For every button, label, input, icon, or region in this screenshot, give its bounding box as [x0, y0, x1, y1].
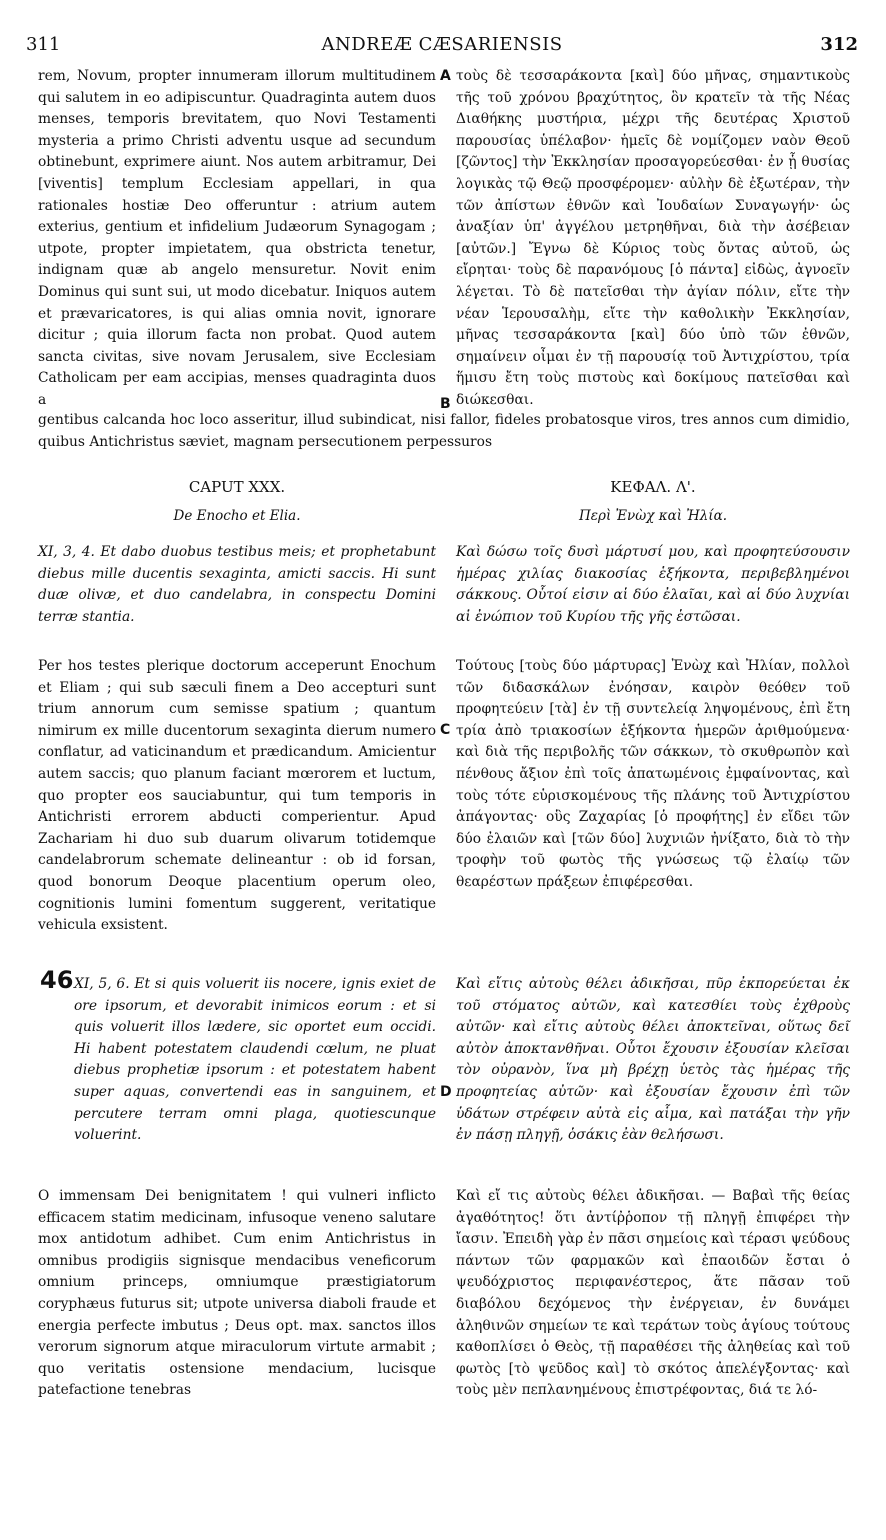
latin-verse-xi-3-4: XI, 3, 4. Et dabo duobus testibus meis; et prophetabunt diebus mille ducentis sexaginta, amicti saccis. Hi sunt duæ olivæ, et duo candelabra, in conspectu Domini terræ stantia.	[38, 544, 436, 625]
greek-chapter-subtitle: Περὶ Ἐνὼχ καὶ Ἠλία.	[578, 508, 728, 524]
margin-marker-a: A	[440, 68, 451, 84]
greek-verse-xi-3-4: Καὶ δώσω τοῖς δυσὶ μάρτυσί μου, καὶ προφητεύσουσιν ἡμέρας χιλίας διακοσίας ἑξήκοντα, περιβεβλημένοι σάκκους. Οὗτοί εἰσιν αἱ δύο ἐλαῖαι, καὶ αἱ δύο λυχνίαι αἱ ἐνώπιον τοῦ Κυρίου τῆς γῆς ἑστῶσαι.	[456, 544, 850, 625]
page-header	[26, 34, 858, 62]
page-number-left: 311	[26, 34, 61, 55]
full-width-continuation: gentibus calcanda hoc loco asseritur, illud subindicat, nisi fallor, fideles probatosque viros, tres annos cum dimidio, quibus Antichristus sæviet, magnam persecutionem perpessuros	[38, 412, 850, 450]
latin-top-text: rem, Novum, propter innumeram illorum multitudinem qui salutem in eo adipiscuntur. Quadraginta autem duos menses, temporis brevitatem, quo Novi Testamenti mysteria a primo Christi adventu usque ad secundum obtinebunt, exprimere aiunt. Nos autem arbitramur, Dei [viventis] templum Ecclesiam appellari, in qua rationales hostiæ Deo offeruntur : atrium autem exterius, gentium et infidelium Judæorum Synagogam ; utpote, propter impietatem, qua obstricta tenetur, indignam quæ ab angelo mensuretur. Novit enim Dominus qui sunt sui, ut modo dicebatur. Iniquos autem et prævaricatores, is qui alias omnia novit, ignorare dicitur ; quia illorum facta non probat. Quod autem sancta civitas, sive novam Jerusalem, sive Ecclesiam Catholicam per eam accipias, menses quadraginta duos a	[38, 68, 436, 408]
margin-marker-c: C	[440, 722, 451, 738]
running-title: ANDREÆ CÆSARIENSIS	[321, 34, 563, 55]
greek-top-text: τοὺς δὲ τεσσαράκοντα [καὶ] δύο μῆνας, σημαντικοὺς τῆς τοῦ χρόνου βραχύτητος, ὃν κρατεῖν τὰ τῆς Νέας Διαθήκης μυστήρια, μέχρι τῆς δευτέρας Χριστοῦ παρουσίας ὑπέλαβον· ἡμεῖς δὲ νομίζομεν ναὸν Θεοῦ [ζῶντος] τὴν Ἐκκλησίαν προσαγορεύεσθαι· ἐν ᾗ θυσίας λογικὰς τῷ Θεῷ προσφέρομεν· αὐλὴν δὲ ἐξωτέραν, τὴν τῶν ἀπίστων ἐθνῶν καὶ Ἰουδαίων Συναγωγήν· ὡς ἀναξίαν ὑπ' ἀγγέλου μετρηθῆναι, διὰ τὴν ἀσέβειαν [αὐτῶν.] Ἔγνω δὲ Κύριος τοὺς ὄντας αὐτοῦ, ὡς εἴρηται· τοὺς δὲ παρανόμους [ὁ πάντα] εἰδὼς, ἀγνοεῖν λέγεται. Τὸ δὲ πατεῖσθαι τὴν ἁγίαν πόλιν, εἴτε τὴν νέαν Ἱερουσαλὴμ, εἴτε τὴν καθολικὴν Ἐκκλησίαν, μῆνας τεσσαράκοντα [καὶ] δύο ὑπὸ τῶν ἐθνῶν, σημαίνειν οἶμαι ἐν τῇ παρουσίᾳ τοῦ Ἀντιχρίστου, τρία ἥμισυ ἔτη τοὺς πιστοὺς καὶ δοκίμους πατεῖσθαι καὶ διώκεσθαι.	[456, 68, 850, 408]
greek-chapter-title: ΚΕΦΑΛ. Λ'.	[610, 478, 696, 496]
latin-top-column	[38, 66, 436, 412]
greek-top-column	[456, 66, 850, 412]
greek-commentary-1: Τούτους [τοὺς δύο μάρτυρας] Ἐνὼχ καὶ Ἠλίαν, πολλοὶ τῶν διδασκάλων ἐνόησαν, καιρὸν θεόθεν τοῦ προφητεύειν [τὰ] ἐν τῇ συντελείᾳ ληψομένους, ἐπὶ ἔτη τρία ἀπὸ τριακοσίων ἑξήκοντα ἡμερῶν ἀριθμούμενα· καὶ διὰ τῆς περιβολῆς τῶν σάκκων, τὸ σκυθρωπὸν καὶ πένθους ἄξιον ἐπὶ τοῖς ἀπατωμένοις ἐμφαίνοντας, καὶ τοὺς τότε εὑρισκομένους τῆς πλάνης τοῦ Ἀντιχρίστου ἀπάγοντας· οὓς Ζαχαρίας [ὁ προφήτης] ἐν εἴδει τῶν δύο ἐλαιῶν καὶ [τῶν δύο] λυχνιῶν ἠνίξατο, διὰ τὸ τὴν τροφὴν τοῦ φωτὸς τῆς γνώσεως τῷ ἐλαίῳ τῶν θεαρέστων πράξεων ἐπιφέρεσθαι.	[456, 658, 850, 890]
page-number-right: 312	[820, 34, 858, 55]
margin-marker-b: B	[440, 396, 451, 412]
latin-chapter-title: CAPUT XXX.	[188, 478, 286, 496]
latin-commentary-2: O immensam Dei benignitatem ! qui vulneri inflicto efficacem statim medicinam, infusoque veneno salutare mox antidotum adhibet. Cum enim Antichristus in omnibus prodigiis signisque mendacibus veneficorum omnium princeps, omniumque præstigiatorum coryphæus futurus sit; utpote universa diaboli fraude et energia perfecte imbutus ; Deus opt. max. sanctos illos verorum signorum atque miraculorum virtute armabit ; quo veritatis ostensione mendacium, lucisque patefactione tenebras	[38, 1188, 436, 1399]
margin-marker-d: D	[440, 1084, 452, 1100]
greek-verse-xi-5-6: Καὶ εἴτις αὐτοὺς θέλει ἀδικῆσαι, πῦρ ἐκπορεύεται ἐκ τοῦ στόματος αὐτῶν, καὶ κατεσθίει τοὺς ἐχθροὺς αὐτῶν· καὶ εἴτις αὐτοὺς θέλει ἀποκτεῖναι, οὕτως δεῖ αὐτὸν ἀποκτανθῆναι. Οὗτοι ἔχουσιν ἐξουσίαν κλεῖσαι τὸν οὐρανὸν, ἵνα μὴ βρέχῃ ὑετὸς τὰς ἡμέρας τῆς προφητείας αὐτῶν· καὶ ἐξουσίαν ἔχουσιν ἐπὶ τῶν ὑδάτων στρέφειν αὐτὰ εἰς αἷμα, καὶ πατάξαι τὴν γῆν ἐν πάσῃ πληγῇ, ὁσάκις ἐὰν θελήσωσι.	[456, 976, 850, 1144]
greek-commentary-2: Καὶ εἴ τις αὐτοὺς θέλει ἀδικῆσαι. — Βαβαὶ τῆς θείας ἀγαθότητος! ὅτι ἀντίῤῥοπον τῇ πληγῇ ἐπιφέρει τὴν ἴασιν. Ἐπειδὴ γὰρ ἐν πᾶσι σημείοις καὶ τέρασι ψεύδους πάντων τῶν φαρμακῶν καὶ ἐπαοιδῶν ἔσται ὁ ψευδόχριστος περιφανέστερος, ἅτε πᾶσαν τοῦ διαβόλου δεχόμενος τὴν ἐνέργειαν, ἐν δυνάμει ἀληθινῶν σημείων τε καὶ τεράτων τοὺς ἁγίους τούτους καθοπλίσει ὁ Θεὸς, τῇ παραθέσει τῆς ἀληθείας καὶ τοῦ φωτὸς [τὸ ψεῦδος καὶ] τὸ σκότος ἀπελέγξοντας· καὶ τοὺς μὲν πεπλανημένους ἐπιστρέφοντας, διά τε λό-	[456, 1188, 850, 1399]
latin-verse-xi-5-6: XI, 5, 6. Et si quis voluerit iis nocere, ignis exiet de ore ipsorum, et devorabit inimicos eorum : et si quis voluerit illos lædere, sic oportet eum occidi. Hi habent potestatem claudendi cœlum, ne pluat diebus prophetiæ ipsorum : et potestatem habent super aquas, convertendi eas in sanguinem, et percutere terram omni plaga, quotiescunque voluerint.	[74, 976, 436, 1144]
latin-commentary-1: Per hos testes plerique doctorum acceperunt Enochum et Eliam ; qui sub sæculi finem a Deo accepturi sunt trium annorum cum semisse spatium ; quantum nimirum ex mille ducentorum sexaginta dierum numero conflatur, ad vaticinandum et prædicandum. Amicientur autem saccis; quo planum faciant mœrorem et luctum, quo propter eos sauciabuntur, qui tum temporis in Antichristi errorem abducti comperientur. Apud Zachariam hi duo sub duarum olivarum totidemque candelabrorum schemate delineantur : ob id forsan, quod bonorum Deoque placentium operum oleo, cognitionis lumini fomentum suggerent, veritatique vehicula exsistent.	[38, 658, 436, 934]
column-number: 46	[40, 966, 74, 994]
latin-chapter-subtitle: De Enocho et Elia.	[173, 508, 301, 524]
